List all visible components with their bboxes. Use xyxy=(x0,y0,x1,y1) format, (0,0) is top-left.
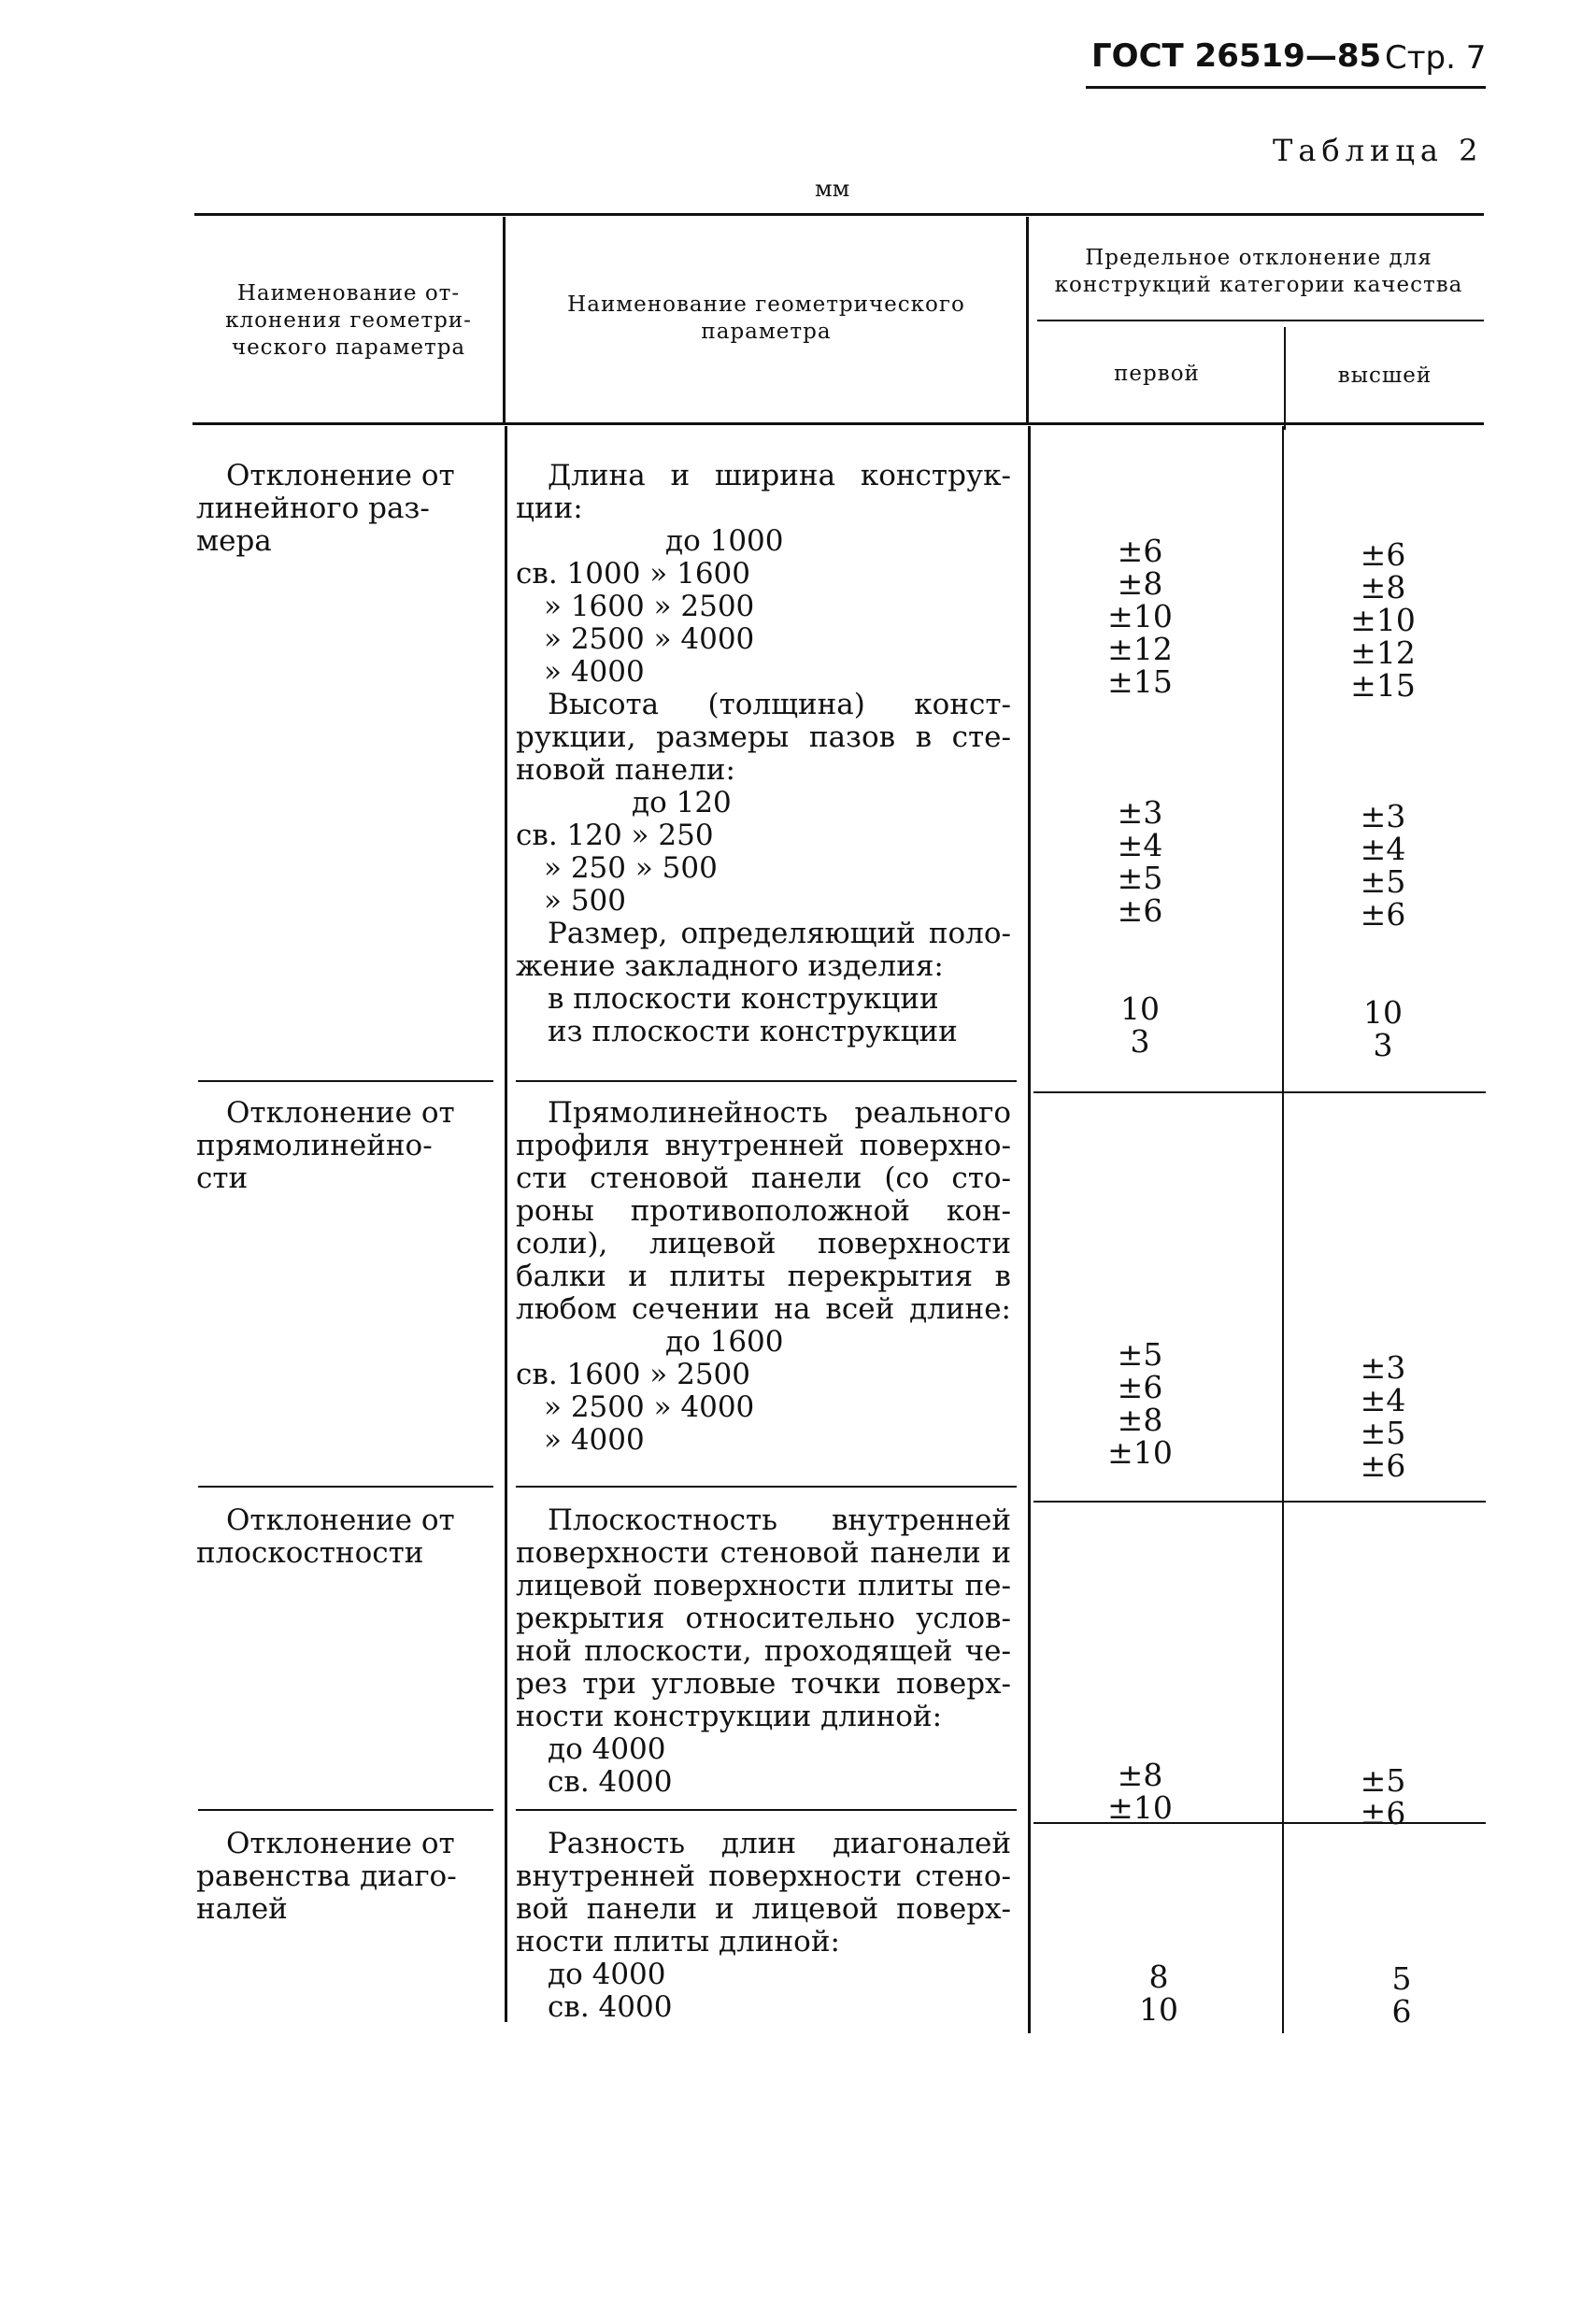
cell-line: » 4000 xyxy=(544,1423,645,1457)
value: ±5 xyxy=(1360,863,1406,900)
header-line: параметра xyxy=(701,320,832,344)
cell-line: вой панели и лицевой поверх- xyxy=(516,1892,1011,1926)
value: ±15 xyxy=(1350,667,1416,704)
row-separator-2c xyxy=(1033,1501,1486,1503)
row-2-deviation-name xyxy=(196,1097,495,1195)
value: ±6 xyxy=(1360,896,1406,933)
row-separator-3b xyxy=(516,1809,1017,1811)
value: 8 xyxy=(1148,1959,1169,1995)
row-3-parameter xyxy=(516,1504,1011,1799)
page-number: Стр. 7 xyxy=(1385,39,1487,77)
cell-line: » 500 xyxy=(544,884,626,918)
row-separator-3 xyxy=(198,1809,493,1811)
cell-line: Разность длин диагоналей xyxy=(548,1827,1011,1860)
cell-line: из плоскости конструкции xyxy=(548,1015,958,1048)
value: ±5 xyxy=(1117,860,1163,896)
unit-label: мм xyxy=(815,176,850,202)
column-header-deviation-name xyxy=(196,280,501,362)
value: ±6 xyxy=(1360,536,1406,573)
value: ±3 xyxy=(1360,1349,1406,1386)
cell-line: » 250 » 500 xyxy=(544,851,718,885)
cell-line: Отклонение от xyxy=(226,1827,455,1860)
value: ±6 xyxy=(1360,1447,1406,1484)
cell-line: до 1600 xyxy=(665,1325,784,1359)
cell-line: до 4000 xyxy=(548,1732,666,1766)
cell-line: Прямолинейность реального xyxy=(548,1096,1011,1130)
cell-line: сти xyxy=(196,1161,249,1195)
header-line: Предельное отклонение для xyxy=(1085,246,1432,270)
value: ±4 xyxy=(1360,1382,1406,1418)
document-code: ГОСТ 26519—85 xyxy=(1091,37,1382,75)
row-4-first-values xyxy=(1056,1960,1261,2026)
cell-line: жение закладного изделия: xyxy=(516,949,944,983)
value: 10 xyxy=(1120,990,1160,1027)
cell-line: Высота (толщина) конст- xyxy=(548,688,1011,721)
value: ±6 xyxy=(1117,892,1163,929)
cell-line: налей xyxy=(196,1892,288,1926)
header-line: ческого параметра xyxy=(231,335,466,360)
cell-line: Отклонение от xyxy=(226,1096,455,1130)
row-1-highest-values xyxy=(1290,538,1476,1061)
value: ±5 xyxy=(1117,1336,1163,1373)
value: 3 xyxy=(1130,1023,1150,1060)
cell-line: Длина и ширина конструк- xyxy=(548,459,1011,492)
cell-line: любом сечении на всей длине: xyxy=(516,1292,1011,1326)
body-vline-3 xyxy=(1282,426,1284,2033)
cell-line: Отклонение от xyxy=(226,1503,455,1537)
cell-line: » 1600 » 2500 xyxy=(544,590,755,623)
row-separator-1c xyxy=(1033,1091,1486,1093)
table-top-rule xyxy=(194,213,1484,216)
cell-line: » 4000 xyxy=(544,655,645,689)
table-label: Таблица 2 xyxy=(1273,133,1484,168)
row-2-first-values xyxy=(1037,1338,1243,1469)
cell-line: сти стеновой панели (со сто- xyxy=(516,1161,1011,1195)
value: ±3 xyxy=(1360,798,1406,834)
cell-line: до 120 xyxy=(632,786,732,819)
header-bottom-rule xyxy=(192,422,1484,425)
value: ±4 xyxy=(1360,831,1406,867)
cell-line: св. 120 » 250 xyxy=(516,819,714,852)
value: ±10 xyxy=(1350,602,1416,638)
cell-line: св. 4000 xyxy=(548,1990,673,2024)
cell-line: » 2500 » 4000 xyxy=(544,622,755,656)
row-4-deviation-name xyxy=(196,1828,495,1926)
row-4-parameter xyxy=(516,1828,1011,2024)
row-1-first-values xyxy=(1037,534,1243,1058)
value: ±10 xyxy=(1107,598,1173,634)
value: ±6 xyxy=(1360,1795,1406,1831)
row-2-parameter xyxy=(516,1097,1011,1457)
value: ±10 xyxy=(1107,1789,1173,1826)
value: 5 xyxy=(1391,1960,1412,1997)
column-header-limit-deviation xyxy=(1032,245,1486,299)
value: ±4 xyxy=(1117,827,1163,863)
cell-line: ции: xyxy=(516,491,583,525)
cell-line: прямолинейно- xyxy=(196,1129,433,1162)
value: ±8 xyxy=(1117,565,1163,602)
header-line: клонения геометри- xyxy=(225,308,472,333)
cell-line: балки и плиты перекрытия в xyxy=(516,1260,1011,1293)
subheader-rule xyxy=(1037,320,1484,321)
value: ±8 xyxy=(1117,1757,1163,1793)
value: ±10 xyxy=(1107,1434,1173,1471)
header-line: Наименование от- xyxy=(236,281,461,306)
cell-line: соли), лицевой поверхности xyxy=(516,1227,1011,1261)
cell-line: рекрытия относительно услов- xyxy=(516,1602,1011,1635)
cell-line: линейного раз- xyxy=(196,491,430,525)
cell-line: роны противоположной кон- xyxy=(516,1194,1011,1228)
column-header-parameter-name xyxy=(509,292,1023,346)
row-separator-1 xyxy=(198,1080,493,1082)
cell-line: св. 1000 » 1600 xyxy=(516,557,750,591)
cell-line: до 4000 xyxy=(548,1958,666,1991)
value: ±6 xyxy=(1117,533,1163,569)
row-4-highest-values xyxy=(1308,1962,1495,2028)
row-separator-1b xyxy=(516,1080,1017,1082)
row-3-deviation-name xyxy=(196,1504,495,1570)
cell-line: мера xyxy=(196,524,272,558)
column-header-highest-category: высшей xyxy=(1337,363,1432,388)
row-2-highest-values xyxy=(1290,1351,1476,1482)
cell-line: профиля внутренней поверхно- xyxy=(516,1129,1011,1162)
row-separator-2 xyxy=(198,1486,493,1488)
cell-line: Размер, определяющий поло- xyxy=(548,917,1011,950)
value: ±12 xyxy=(1107,631,1173,667)
row-3-first-values xyxy=(1037,1759,1243,1824)
cell-line: Плоскостность внутренней xyxy=(548,1503,1011,1537)
value: ±15 xyxy=(1107,663,1173,700)
header-vline-1 xyxy=(503,217,506,422)
value: ±3 xyxy=(1117,794,1163,831)
value: 6 xyxy=(1391,1993,1412,2030)
row-1-deviation-name xyxy=(196,460,495,558)
cell-line: ной плоскости, проходящей че- xyxy=(516,1634,1011,1668)
cell-line: равенства диаго- xyxy=(196,1859,457,1893)
cell-line: внутренней поверхности стено- xyxy=(516,1859,1011,1893)
value: ±5 xyxy=(1360,1762,1406,1799)
row-1-parameter xyxy=(516,460,1011,1048)
body-vline-2 xyxy=(1028,426,1031,2033)
cell-line: поверхности стеновой панели и xyxy=(516,1536,1011,1570)
value: 3 xyxy=(1373,1027,1393,1063)
cell-line: » 2500 » 4000 xyxy=(544,1390,755,1424)
cell-line: лицевой поверхности плиты пе- xyxy=(516,1569,1011,1603)
cell-line: св. 4000 xyxy=(548,1765,673,1799)
body-vline-1 xyxy=(505,426,507,2022)
cell-line: до 1000 xyxy=(665,524,784,558)
cell-line: в плоскости конструкции xyxy=(548,982,939,1016)
cell-line: рукции, размеры пазов в сте- xyxy=(516,720,1011,754)
column-header-first-category: первой xyxy=(1114,362,1200,386)
header-line: Наименование геометрического xyxy=(567,292,965,317)
header-line: конструкций категории качества xyxy=(1054,273,1463,297)
value: ±8 xyxy=(1117,1402,1163,1438)
cell-line: ности плиты длиной: xyxy=(516,1925,840,1959)
cell-line: новой панели: xyxy=(516,753,735,787)
row-3-highest-values xyxy=(1290,1764,1476,1830)
value: 10 xyxy=(1139,1991,1178,2028)
row-separator-2b xyxy=(516,1486,1017,1488)
value: ±6 xyxy=(1117,1369,1163,1405)
value: 10 xyxy=(1363,994,1403,1031)
cell-line: св. 1600 » 2500 xyxy=(516,1358,750,1391)
cell-line: ности конструкции длиной: xyxy=(516,1700,943,1733)
value: ±5 xyxy=(1360,1415,1406,1451)
header-underline xyxy=(1086,86,1486,89)
value: ±12 xyxy=(1350,634,1416,671)
cell-line: Отклонение от xyxy=(226,459,455,492)
value: ±8 xyxy=(1360,569,1406,605)
header-vline-2 xyxy=(1026,217,1029,422)
cell-line: плоскостности xyxy=(196,1536,424,1570)
cell-line: рез три угловые точки поверх- xyxy=(516,1667,1011,1701)
